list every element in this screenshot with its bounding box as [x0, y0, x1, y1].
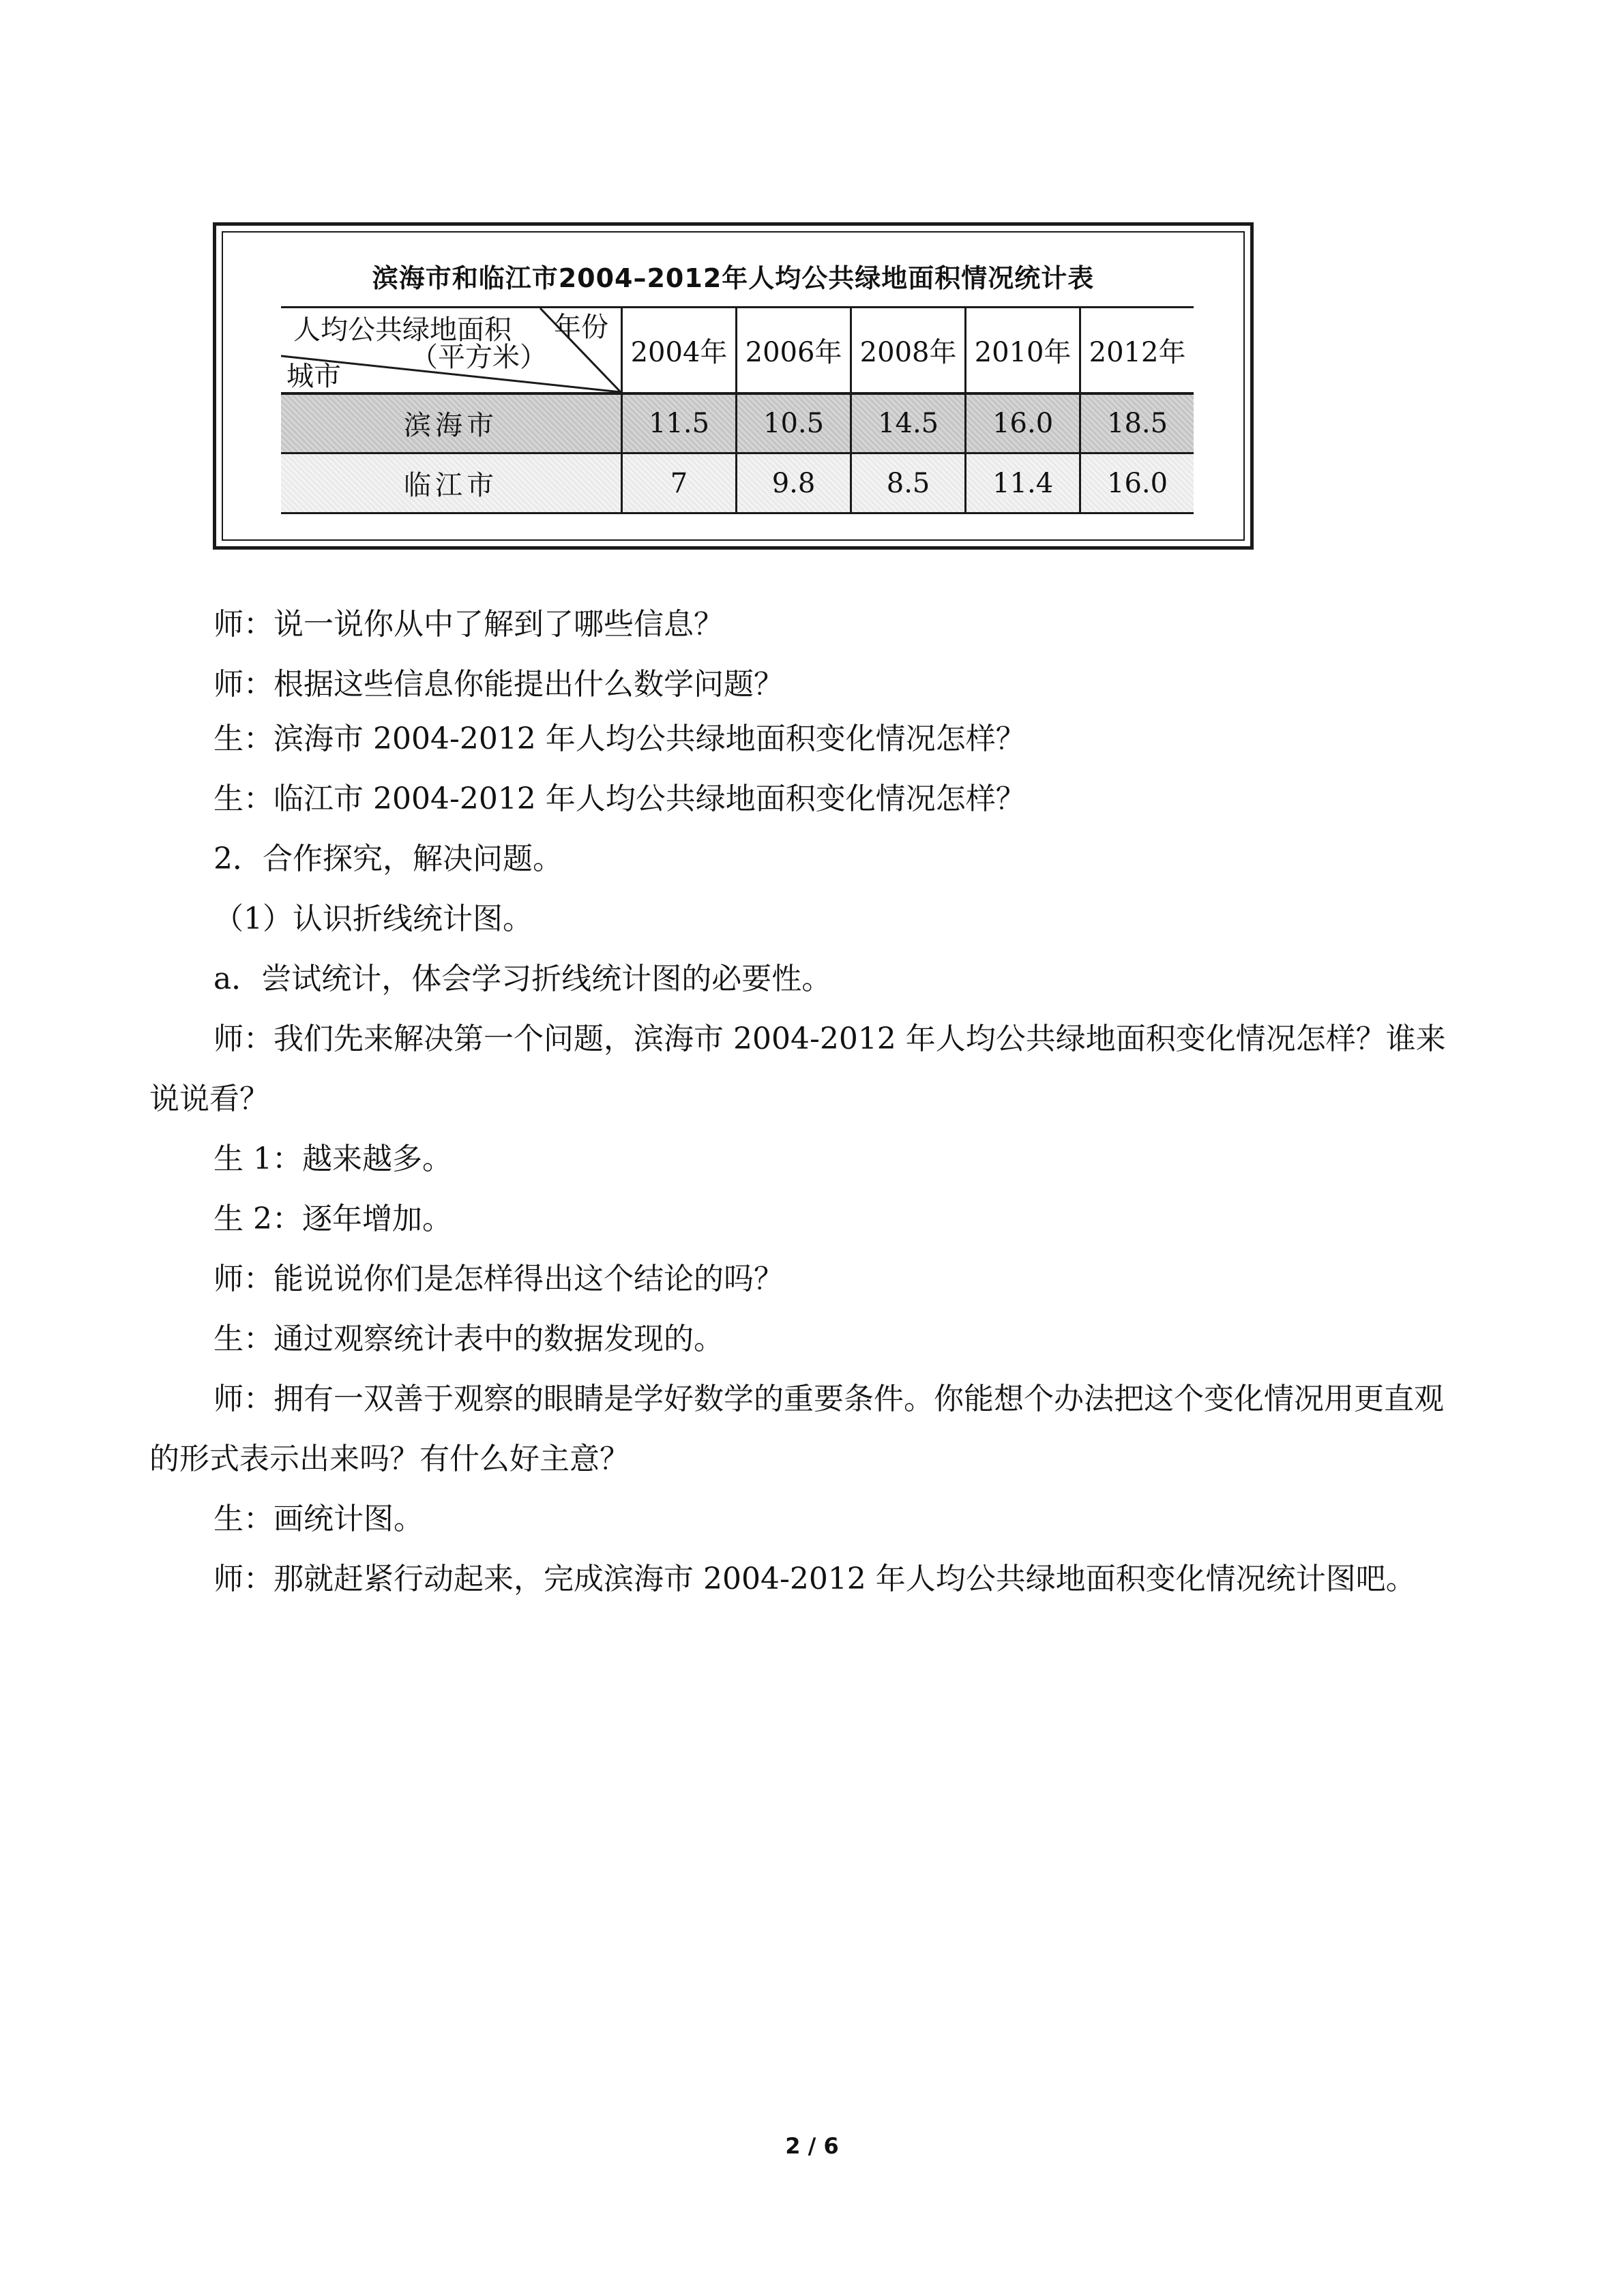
figure-frame — [222, 231, 1245, 541]
value-cell: 16.0 — [1080, 453, 1194, 513]
statistics-table-figure — [213, 222, 1254, 550]
paragraph: 师：那就赶紧行动起来，完成滨海市 2004-2012 年人均公共绿地面积变化情况统计图吧。 — [213, 1562, 1416, 1596]
paragraph: 师：能说说你们是怎样得出这个结论的吗？ — [213, 1262, 784, 1296]
paragraph: 师：说一说你从中了解到了哪些信息？ — [213, 607, 724, 642]
value-cell: 11.5 — [622, 393, 737, 453]
corner-label-year: 年份 — [554, 312, 608, 343]
year-header: 2012年 — [1080, 308, 1194, 393]
table-title: 滨海市和临江市2004–2012年人均公共绿地面积情况统计表 — [372, 263, 1095, 293]
paragraph: 师：拥有一双善于观察的眼睛是学好数学的重要条件。你能想个办法把这个变化情况用更直观的形式表示出来吗？有什么好主意？ — [149, 1382, 1444, 1476]
year-header: 2008年 — [851, 308, 966, 393]
value-cell: 14.5 — [851, 393, 966, 453]
value-cell: 11.4 — [966, 453, 1080, 513]
city-cell: 临江市 — [404, 470, 498, 501]
paragraph: 师：根据这些信息你能提出什么数学问题？ — [213, 667, 784, 702]
green-area-table — [281, 306, 1194, 514]
paragraph: （1）认识折线统计图。 — [213, 901, 533, 936]
corner-label-area: 人均公共绿地面积 — [293, 314, 512, 346]
table-row — [281, 453, 1194, 513]
value-cell: 10.5 — [737, 393, 851, 453]
city-cell: 滨海市 — [404, 410, 498, 442]
value-cell: 7 — [622, 453, 737, 513]
table-header-row — [281, 308, 1194, 393]
value-cell: 18.5 — [1080, 393, 1194, 453]
table-row — [281, 393, 1194, 453]
year-header: 2006年 — [737, 308, 851, 393]
corner-label-unit: （平方米） — [411, 342, 547, 373]
paragraph: 生：通过观察统计表中的数据发现的。 — [213, 1322, 724, 1356]
page-number: 2 / 6 — [785, 2133, 839, 2159]
value-cell: 8.5 — [851, 453, 966, 513]
paragraph: 生：滨海市 2004-2012 年人均公共绿地面积变化情况怎样？ — [213, 721, 1026, 756]
paragraph: a．尝试统计，体会学习折线统计图的必要性。 — [213, 961, 832, 996]
paragraph: 生：画统计图。 — [213, 1502, 424, 1536]
value-cell: 9.8 — [737, 453, 851, 513]
corner-label-city: 城市 — [286, 361, 341, 392]
paragraph: 生：临江市 2004-2012 年人均公共绿地面积变化情况怎样？ — [213, 781, 1026, 816]
paragraph: 生 2：逐年增加。 — [213, 1202, 452, 1236]
corner-header-cell — [281, 308, 622, 393]
paragraph: 2．合作探究，解决问题。 — [213, 841, 563, 876]
paragraph: 生 1：越来越多。 — [213, 1142, 452, 1176]
value-cell: 16.0 — [966, 393, 1080, 453]
year-header: 2004年 — [622, 308, 737, 393]
year-header: 2010年 — [966, 308, 1080, 393]
paragraph: 师：我们先来解决第一个问题，滨海市 2004-2012 年人均公共绿地面积变化情况怎样？谁来说说看？ — [149, 1022, 1446, 1116]
